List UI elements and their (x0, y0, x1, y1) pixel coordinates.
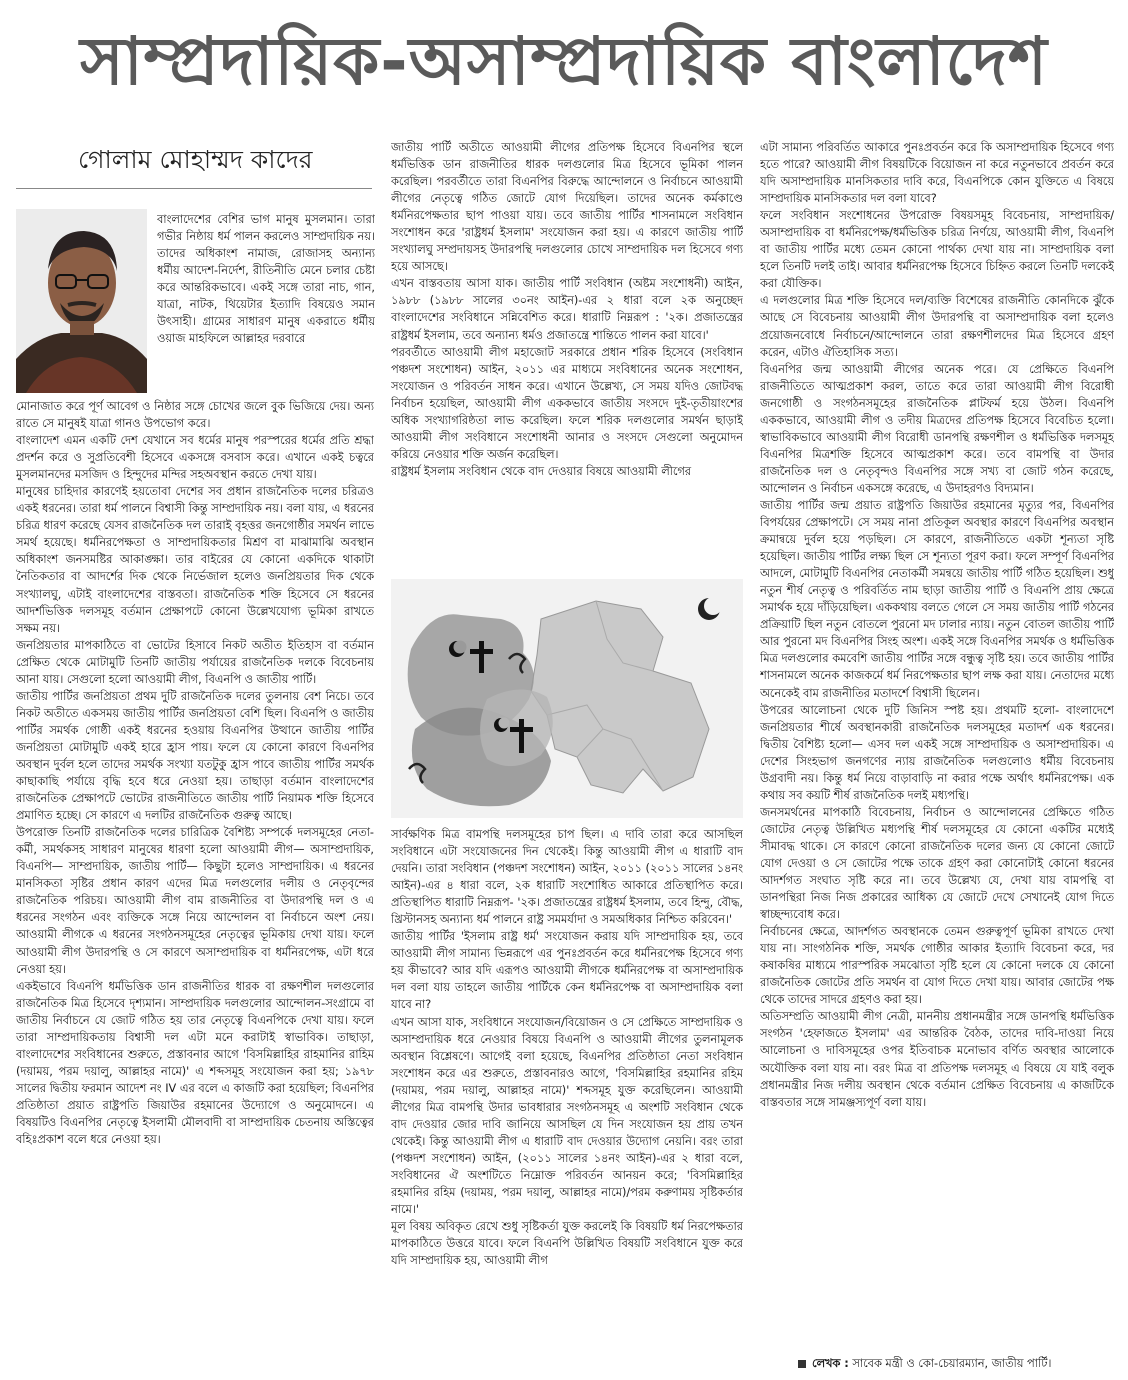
paragraph: পরবর্তীতে আওয়ামী লীগ মহাজোট সরকারে প্রধান শরিক হিসেবে (সংবিধান পঞ্চদশ সংশোধন) আইন, ২০১১ এর মাধ্যমে সংবিধানের অনেক সংশোধন, সংযোজন ও পরিবর্তন সাধন করে। এখানে উল্লেখ্য, সে সময় যদিও জোটবদ্ধ নির্বাচন হয়েছিল, আওয়ামী লীগ এককভাবে জাতীয় সংসদে দুই-তৃতীয়াংশের অধিক সংখ্যাগরিষ্ঠতা লাভ করেছিল। ফলে শরিক দলগুলোর সমর্থন ছাড়াই আওয়ামী লীগ সংবিধানে সংশোধনী আনার ও সংসদে সেগুলো অনুমোদন করিয়ে নেওয়ার শক্তি অর্জন করেছিল। (391, 345, 743, 461)
paragraph: রাষ্ট্রধর্ম ইসলাম সংবিধান থেকে বাদ দেওয়ার বিষয়ে আওয়ামী লীগের (391, 464, 692, 478)
paragraph: সার্বক্ষণিক মিত্র বামপন্থি দলসমূহের চাপ ছিল। এ দাবি তারা করে আসছিল সংবিধানে এটা সংযোজনের দিন থেকেই। কিন্তু আওয়ামী লীগ এ ধারাটি বাদ দেয়নি। তারা সংবিধান (পঞ্চদশ সংশোধন) আইন, ২০১১ (২০১১ সালের ১৪নং আইন)-এর ৪ ধারা বলে, ২ক ধারাটি সংশোধিত আকারে প্রতিস্থাপিত করে। প্রতিস্থাপিত ধারাটি নিম্নরূপ- '২ক। প্রজাতন্ত্রের রাষ্ট্রধর্ম ইসলাম, তবে হিন্দু, বৌদ্ধ, খ্রিস্টানসহ অন্যান্য ধর্ম পালনে রাষ্ট্র সমমর্যাদা ও সমঅধিকার নিশ্চিত করিবেন।' (391, 828, 743, 927)
paragraph: বিএনপির জন্ম আওয়ামী লীগের অনেক পরে। যে প্রেক্ষিতে বিএনপি রাজনীতিতে আত্মপ্রকাশ করল, তাতে করে তারা আওয়ামী লীগ বিরোধী জনগোষ্ঠী ও সংগঠনসমূহের রাজনৈতিক প্লাটফর্ম হয়ে উঠল। বিএনপি এককভাবে, আওয়ামী লীগ ও তদীয় মিত্রদের প্রতিপক্ষ হিসেবে বিবেচিত হলো। স্বাভাবিকভাবে আওয়ামী লীগ বিরোধী ডানপন্থি রক্ষণশীল ও ধর্মভিত্তিক দলসমূহ বিএনপির মিত্রশক্তি হিসেবে আত্মপ্রকাশ করে। তবে বামপন্থি বা উদার রাজনৈতিক দল ও নেতৃবৃন্দও বিএনপির সঙ্গে সখ্য বা জোট গঠন করেছে, আন্দোলন ও নির্বাচন একসঙ্গে করেছে, এ উদাহরণও বিদ্যমান। (760, 362, 1114, 495)
hands-map-icon (391, 579, 743, 818)
paragraph: মানুষের চাহিদার কারণেই হয়তোবা দেশের সব প্রধান রাজনৈতিক দলের চরিত্রও একই ধরনের। তারা ধর্ম পালনে বিশ্বাসী কিন্তু সাম্প্রদায়িক নয়। বলা যায়, এ ধরনের চরিত্র ধারণ করেছে যেসব রাজনৈতিক দল তারাই বৃহত্তর জনগোষ্ঠীর সমর্থন লাভে সমর্থ হয়েছে। ধর্মনিরপেক্ষতা ও সাম্প্রদায়িকতার মিশ্রণ বা মাঝামাঝি অবস্থান অধিকাংশ জনসমষ্টির আকাঙ্ক্ষা। তার বাইরের যে কোনো একদিকে থাকাটা নৈতিকতার বা আদর্শের দিক থেকে নির্ভেজাল হলেও জনপ্রিয়তার দিক থেকে সংখ্যালঘু, এটাই বাংলাদেশের বাস্তবতা। রাজনৈতিক শক্তি হিসেবে সে ধরনের আদর্শভিত্তিক দলসমূহ বর্তমান প্রেক্ষাপটে কোনো উল্লেখযোগ্য ভূমিকা রাখতে সক্ষম নয়। (16, 485, 374, 635)
paragraph: এ দলগুলোর মিত্র শক্তি হিসেবে দল/ব্যক্তি বিশেষের রাজনীতি কোনদিকে ঝুঁকে আছে সে বিবেচনায় আওয়ামী লীগ উদারপন্থি বা অসাম্প্রদায়িক বলা হলেও প্রয়োজনবোধে নির্বাচনে/আন্দোলনে তারা রক্ষণশীলদের মিত্র হিসেবে গ্রহণ করেন, এটাও ঐতিহাসিক সত্য। (760, 294, 1114, 359)
paragraph: মূল বিষয় অবিকৃত রেখে শুধু সৃষ্টিকর্তা যুক্ত করলেই কি বিষয়টি ধর্ম নিরপেক্ষতার মাপকাঠিতে উত্তরে যাবে। ফলে বিএনপি উল্লিখিত বিষয়টি সংবিধানে যুক্ত করে যদি সাম্প্রদায়িক হয়, আওয়ামী লীগ (391, 1220, 743, 1268)
byline-author: গোলাম মোহাম্মদ কাদের (78, 145, 313, 174)
paragraph: বাংলাদেশের বেশির ভাগ মানুষ মুসলমান। তারা গভীর নিষ্ঠায় ধর্ম পালন করলেও সাম্প্রদায়িক নয়। তাদের অধিকাংশ নামাজ, রোজাসহ অন্যান্য ধর্মীয় আদেশ-নির্দেশ, রীতিনীতি মেনে চলার চেষ্টা করে আন্তরিকভাবে। একই সঙ্গে তারা নাচ, গান, যাত্রা, নাটক, থিয়েটার ইত্যাদি বিষয়েও সমান উৎসাহী। গ্রামের সাধারণ মানুষ একরাতে ধর্মীয় ওয়াজ মাহফিলে আল্লাহর দরবারে (157, 213, 375, 346)
headline: সাম্প্রদায়িক-অসাম্প্রদায়িক বাংলাদেশ (80, 23, 1048, 100)
paragraph: উপরোক্ত তিনটি রাজনৈতিক দলের চারিত্রিক বৈশিষ্ট্য সম্পর্কে দলসমূহের নেতা-কর্মী, সমর্থকসহ সাধারণ মানুষের ধারণা হলো আওয়ামী লীগ— অসাম্প্রদায়িক, বিএনপি— সাম্প্রদায়িক, জাতীয় পার্টি— কিছুটা হলেও সাম্প্রদায়িক। এ ধরনের মানসিকতা সৃষ্টির প্রধান কারণ এদের মিত্র দলগুলোর দলীয় ও নেতৃবৃন্দের রাজনৈতিক পরিচয়। আওয়ামী লীগ বাম রাজনীতির বা উদারপন্থি দল ও এ ধরনের সংগঠন এবং ব্যক্তিকে সঙ্গে নিয়ে আন্দোলন বা নির্বাচনে অংশ নেয়। আওয়ামী লীগকে এ ধরনের সংগঠনসমূহের নেতৃত্বের ভূমিকায় দেখা যায়। ফলে আওয়ামী লীগ উদারপন্থি ও সে কারণে অসাম্প্রদায়িক বা ধর্মনিরপেক্ষ, এটা ধরে নেওয়া হয়। (16, 826, 374, 976)
author-note (798, 1355, 1114, 1372)
paragraph: এটা সামান্য পরিবর্তিত আকারে পুনঃপ্রবর্তন করে কি অসাম্প্রদায়িক হিসেবে গণ্য হতে পারে? আওয়ামী লীগ বিষয়টিকে বিয়োজন না করে নতুনভাবে প্রবর্তন করে যদি অসাম্প্রদায়িক মানসিকতার দাবি করে, বিএনপিকে কোন যুক্তিতে এ বিষয়ে সাম্প্রদায়িক মানসিকতার দল বলা যাবে? (760, 141, 1114, 206)
paragraph: জাতীয় পার্টির জন্ম প্রয়াত রাষ্ট্রপতি জিয়াউর রহমানের মৃত্যুর পর, বিএনপির বিপর্যয়ের প্রেক্ষাপটে। সে সময় নানা প্রতিকূল অবস্থার কারণে বিএনপির অবস্থান ক্রমান্বয়ে দুর্বল হয়ে পড়ছিল। সে কারণে, রাজনীতিতে একটা শূন্যতা সৃষ্টি হয়েছিল। জাতীয় পার্টির লক্ষ্য ছিল সে শূন্যতা পূরণ করা। ফলে সম্পূর্ণ বিএনপির আদলে, মোটামুটি বিএনপির নেতাকর্মী সমন্বয়ে জাতীয় পার্টি গঠিত হয়েছিল। শুধু নতুন শীর্ষ নেতৃত্ব ও পরিবর্তিত নাম ছাড়া জাতীয় পার্টি ও বিএনপি প্রায় ক্ষেত্রে সমার্থক হয়ে দাঁড়িয়েছিল। এককথায় বলতে গেলে সে সময় জাতীয় পার্টি গঠনের প্রক্রিয়াটি ছিল নতুন বোতলে পুরনো মদ ঢালার ন্যায়। নতুন বোতল জাতীয় পার্টি আর পুরনো মদ বিএনপির সিংহ অংশ। একই সঙ্গে বিএনপির সমর্থক ও ধর্মভিত্তিক মিত্র দলগুলোর কমবেশি জাতীয় পার্টির সঙ্গে বন্ধুত্ব সৃষ্টি হয়। তবে জাতীয় পার্টির শাসনামলে অনেক কাজকর্মে ধর্ম নিরপেক্ষতার ছাপ লক্ষ করা যায়। নেতাদের মধ্যে অনেকেই বাম রাজনীতির মতাদর্শে বিশ্বাসী ছিলেন। (760, 498, 1114, 700)
paragraph: জাতীয় পার্টির জনপ্রিয়তা প্রথম দুটি রাজনৈতিক দলের তুলনায় বেশ নিচে। তবে নিকট অতীতে একসময় জাতীয় পার্টির জনপ্রিয়তা বেশি ছিল। বিএনপি ও জাতীয় পার্টির সমর্থক গোষ্ঠী একই ধরনের হওয়ায় বিএনপির উত্থানে জাতীয় পার্টির জনপ্রিয়তা মোটামুটি একই হারে হ্রাস পায়। ফলে যে কোনো কারণে বিএনপির অবস্থান দুর্বল হলে তাদের সমর্থক সংখ্যা যতটুকু হ্রাস পাবে জাতীয় পার্টির সমর্থক কাছাকাছি পর্যায়ে বৃদ্ধি হবে ধরে নেওয়া হয়। তাছাড়া বর্তমান বাংলাদেশের রাজনৈতিক প্রেক্ষাপটে ভোটের রাজনীতিতে জাতীয় পার্টি নিয়ামক শক্তি হিসেবে প্রমাণিত হচ্ছে। সে কারণে এ দলটির রাজনৈতিক গুরুত্ব আছে। (16, 689, 374, 823)
author-note-label: লেখক : (812, 1357, 849, 1370)
paragraph: জাতীয় পার্টি অতীতে আওয়ামী লীগের প্রতিপক্ষ হিসেবে বিএনপির স্থলে ধর্মভিত্তিক ডান রাজনীতির ধারক দলগুলোর মিত্র হিসেবে ভূমিকা পালন করেছিল। পরবর্তীতে তারা বিএনপির বিরুদ্ধে আন্দোলনে ও নির্বাচনে আওয়ামী লীগের নেতৃত্বে গঠিত জোটে যোগ দিয়েছিল। তাদের অনেক কর্মকাণ্ডে ধর্মনিরপেক্ষতার ছাপ পাওয়া যায়। তবে জাতীয় পার্টির শাসনামলে সংবিধান সংশোধন করে 'রাষ্ট্রধর্ম ইসলাম' সংযোজন করা হয়। এ কারণে জাতীয় পার্টি সংখ্যালঘু সম্প্রদায়সহ উদারপন্থি দলগুলোর চোখে সাম্প্রদায়িক দল হিসেবে গণ্য হয়ে আসছে। (391, 141, 743, 274)
paragraph: বাংলাদেশ এমন একটি দেশ যেখানে সব ধর্মের মানুষ পরস্পরের ধর্মের প্রতি শ্রদ্ধা প্রদর্শন করে ও সুপ্রতিবেশী হিসেবে একসঙ্গে বসবাস করে। এখানে একই চত্বরে মুসলমানদের মসজিদ ও হিন্দুদের মন্দির সহঅবস্থান করতে দেখা যায়। (16, 434, 374, 482)
paragraph: ফলে সংবিধান সংশোধনের উপরোক্ত বিষয়সমূহ বিবেচনায়, সাম্প্রদায়িক/অসাম্প্রদায়িক বা ধর্মনিরপেক্ষ/ধর্মভিত্তিক চরিত্র নির্ণয়ে, আওয়ামী লীগ, বিএনপি বা জাতীয় পার্টির মধ্যে তেমন কোনো পার্থক্য দেখা যায় না। সাম্প্রদায়িক বলা হলে তিনটি দলই তাই। আবার ধর্মনিরপেক্ষ হিসেবে চিহ্নিত করলে তিনটি দলকেই করা যৌক্তিক। (760, 209, 1114, 291)
paragraph: এখন বাস্তবতায় আসা যাক। জাতীয় পার্টি সংবিধান (অষ্টম সংশোধনী) আইন, ১৯৮৮ (১৯৮৮ সালের ৩০নং আইন)-এর ২ ধারা বলে ২ক অনুচ্ছেদ বাংলাদেশের সংবিধানে সন্নিবেশিত করে। ধারাটি নিম্নরূপ : '২ক। প্রজাতন্ত্রের রাষ্ট্রধর্ম ইসলাম, তবে অন্যান্য ধর্মও প্রজাতন্ত্রে শান্তিতে পালন করা যাবে।' (391, 277, 743, 342)
paragraph: নির্বাচনের ক্ষেত্রে, আদর্শগত অবস্থানকে তেমন গুরুত্বপূর্ণ ভূমিকা রাখতে দেখা যায় না। সাংগঠনিক শক্তি, সমর্থক গোষ্ঠীর আকার ইত্যাদি বিবেচনা করে, দর কষাকষির মাধ্যমে পারস্পরিক সমঝোতা সৃষ্টি হলে যে কোনো দলকে যে কোনো রাজনৈতিক জোটের প্রতি সমর্থন বা যোগ দিতে দেখা যায়। আবার জোটের পক্ষ থেকে তাদের সাদরে গ্রহণও করা হয়। (760, 925, 1114, 1007)
column-3 (760, 139, 1114, 1354)
column-1-body (16, 398, 374, 1373)
portrait-icon (16, 209, 147, 393)
paragraph: অতিসম্প্রতি আওয়ামী লীগ নেত্রী, মাননীয় প্রধানমন্ত্রীর সঙ্গে ডানপন্থি ধর্মভিত্তিক সংগঠন 'হেফাজতে ইসলাম' এর আন্তরিক বৈঠক, তাদের দাবি-দাওয়া নিয়ে আলোচনা ও দাবিসমূহের ওপর ইতিবাচক মনোভাব বর্ণিত অবস্থার আলোকে অযৌক্তিক বলা যায় না। বরং মিত্র বা প্রতিপক্ষ দলসমূহ এ বিষয়ে যে যাই বলুক প্রধানমন্ত্রীর নিজ দলীয় অবস্থান থেকে বর্তমান প্রেক্ষিত বিবেচনায় এ কাজটিকে বাস্তবতার সঙ্গে সামঞ্জস্যপূর্ণ বলা যায়। (760, 1010, 1114, 1109)
byline-rule (16, 188, 372, 189)
paragraph: এখন আসা যাক, সংবিধানে সংযোজন/বিয়োজন ও সে প্রেক্ষিতে সাম্প্রদায়িক ও অসাম্প্রদায়িক ধরে নেওয়ার বিষয়ে বিএনপি ও আওয়ামী লীগের তুলনামূলক অবস্থান বিশ্লেষণে। আগেই বলা হয়েছে, বিএনপির প্রতিষ্ঠাতা নেতা সংবিধান সংশোধন করে এর শুরুতে, প্রস্তাবনারও আগে, 'বিসমিল্লাহির রহমানির রহিম (দয়াময়, পরম দয়ালু, আল্লাহর নামে)' শব্দসমূহ যুক্ত করেছিলেন। আওয়ামী লীগের মিত্র বামপন্থি উদার ভাবধারার সংগঠনসমূহ এ অংশটি সংবিধান থেকে বাদ দেওয়ার জোর দাবি জানিয়ে আসছিল যে দিন সংযোজন হয় প্রায় তখন থেকেই। কিন্তু আওয়ামী লীগ এ ধারাটি বাদ দেওয়ার উদ্যোগ নেয়নি। বরং তারা (পঞ্চদশ সংশোধন) আইন, (২০১১ সালের ১৪নং আইন)-এর ২ ধারা বলে, সংবিধানের ঐ অংশটিতে নিম্নোক্ত পরিবর্তন আনয়ন করে; 'বিসমিল্লাহির রহমানির রহিম (দয়াময়, পরম দয়ালু, আল্লাহর নামে)/পরম করুণাময় সৃষ্টিকর্তার নামে।' (391, 1015, 743, 1217)
author-photo (16, 209, 147, 393)
illustration (391, 579, 743, 818)
paragraph: একইভাবে বিএনপি ধর্মভিত্তিক ডান রাজনীতির ধারক বা রক্ষণশীল দলগুলোর রাজনৈতিক মিত্র হিসেবে দৃশ্যমান। সাম্প্রদায়িক দলগুলোর আন্দোলন-সংগ্রামে বা জাতীয় নির্বাচনে যে জোট গঠিত হয় তার নেতৃত্বে বিএনপিকে দেখা যায়। ফলে তারা সাম্প্রদায়িকতায় বিশ্বাসী দল এটা মনে করাটাই স্বাভাবিক। তাছাড়া, বাংলাদেশের সংবিধানের শুরুতে, প্রস্তাবনার আগে 'বিসমিল্লাহির রাহমানির রাহিম (দয়াময়, পরম দয়ালু, আল্লাহর নামে)' এ শব্দসমূহ সংযোজন করা হয়; ১৯৭৮ সালের দ্বিতীয় ফরমান আদেশ নং IV এর বলে এ কাজটি করা হয়েছিল; বিএনপির প্রতিষ্ঠাতা প্রয়াত রাষ্ট্রপতি জিয়াউর রহমানের উদ্যোগে ও অনুমোদনে। এ বিষয়টিও বিএনপির নেতৃত্বে ইসলামী মৌলবাদী বা সাম্প্রদায়িক চেতনায় অস্তিত্বের বহিঃপ্রকাশ বলে ধরে নেওয়া হয়। (16, 979, 374, 1147)
column-2-top (391, 139, 743, 574)
paragraph: জনসমর্থনের মাপকাঠি বিবেচনায়, নির্বাচন ও আন্দোলনের প্রেক্ষিতে গঠিত জোটের নেতৃত্ব উল্লিখিত মধ্যপন্থি শীর্ষ দলসমূহের যে কোনো একটির মধ্যেই সীমাবদ্ধ থাকে। সে কারণে কোনো রাজনৈতিক দলের জন্য যে কোনো জোটে যোগ দেওয়া ও সে জোটের পক্ষে তাকে গ্রহণ করা কোনোটাই কোনো ধরনের আদর্শগত সংঘাত সৃষ্টি করে না। তবে উল্লেখ্য যে, দেখা যায় বামপন্থি বা ডানপন্থিরা নিজ নিজ প্রকারের আধিক্য যে জোটে দেখে সেখানেই যোগ দিতে স্বাচ্ছন্দ্যবোধ করে। (760, 805, 1114, 922)
bullet-square-icon (798, 1360, 806, 1368)
paragraph: জনপ্রিয়তার মাপকাঠিতে বা ভোটের হিসাবে নিকট অতীত ইতিহাস বা বর্তমান প্রেক্ষিত থেকে মোটামুটি তিনটি জাতীয় পর্যায়ের রাজনৈতিক দলকে বিবেচনায় আনা যায়। সেগুলো হলো আওয়ামী লীগ, বিএনপি ও জাতীয় পার্টি। (16, 638, 374, 686)
author-note-text: সাবেক মন্ত্রী ও কো-চেয়ারম্যান, জাতীয় পার্টি। (852, 1357, 1052, 1370)
column-2-bottom (391, 826, 743, 1371)
column-1-top (157, 211, 375, 399)
paragraph: মোনাজাত করে পূর্ণ আবেগ ও নিষ্ঠার সঙ্গে চোখের জলে বুক ভিজিয়ে দেয়। অন্য রাতে সে মানুষই যাত্রা গানও উপভোগ করে। (16, 400, 374, 431)
paragraph: উপরের আলোচনা থেকে দুটি জিনিস স্পষ্ট হয়। প্রথমটি হলো- বাংলাদেশে জনপ্রিয়তার শীর্ষে অবস্থানকারী রাজনৈতিক দলসমূহের মতাদর্শ এক ধরনের। দ্বিতীয় বৈশিষ্ট্য হলো— এসব দল একই সঙ্গে সাম্প্রদায়িক ও অসাম্প্রদায়িক। এ দেশের সিংহভাগ জনগণের ন্যায় রাজনৈতিক দলগুলোও ধর্মীয় বিবেচনায় উগ্রবাদী নয়। কিন্তু ধর্ম নিয়ে বাড়াবাড়ি না করার পক্ষে অর্থাৎ ধর্মনিরপেক্ষ। এক কথায় সব কয়টি শীর্ষ রাজনৈতিক দলই মধ্যপন্থি। (760, 703, 1114, 802)
paragraph: জাতীয় পার্টির 'ইসলাম রাষ্ট্র ধর্ম' সংযোজন করায় যদি সাম্প্রদায়িক হয়, তবে আওয়ামী লীগ সামান্য ভিন্নরূপে এর পুনঃপ্রবর্তন করে ধর্মনিরপেক্ষ হিসেবে গণ্য হয় কীভাবে? আর যদি এরূপও আওয়ামী লীগকে ধর্মনিরপেক্ষ বা অসাম্প্রদায়িক দল বলা যায় তাহলে জাতীয় পার্টিকে কেন ধর্মনিরপেক্ষ বা অসাম্প্রদায়িক বলা যাবে না? (391, 930, 743, 1012)
